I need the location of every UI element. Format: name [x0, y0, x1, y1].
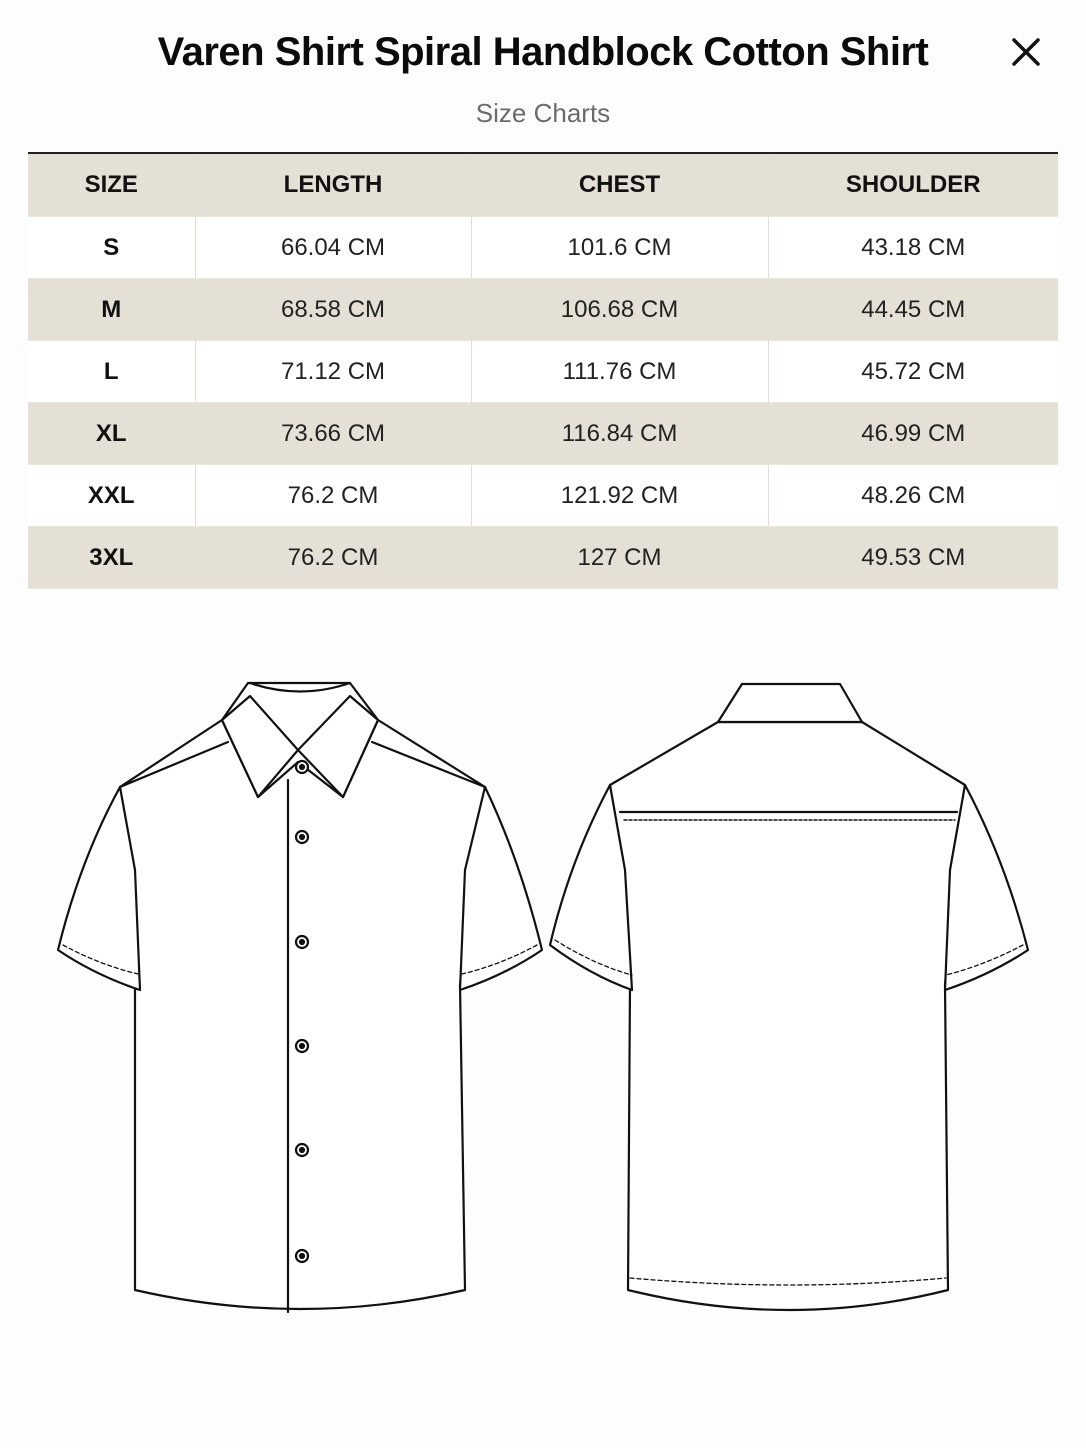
size-cell: S: [28, 217, 195, 279]
table-header-row: [28, 153, 1058, 217]
chest-cell: 121.92 CM: [471, 465, 768, 527]
length-cell: 76.2 CM: [195, 527, 471, 589]
shoulder-cell: 46.99 CM: [768, 403, 1058, 465]
chest-cell: 116.84 CM: [471, 403, 768, 465]
page-title: Varen Shirt Spiral Handblock Cotton Shirt: [157, 30, 929, 74]
size-cell: 3XL: [28, 527, 195, 589]
shoulder-cell: 48.26 CM: [768, 465, 1058, 527]
column-header-chest: CHEST: [471, 153, 768, 217]
close-icon: [1006, 32, 1046, 72]
shirt-diagram: [0, 640, 1086, 1360]
length-cell: 73.66 CM: [195, 403, 471, 465]
table-row: [28, 341, 1058, 403]
table-row: [28, 217, 1058, 279]
chest-cell: 127 CM: [471, 527, 768, 589]
length-cell: 66.04 CM: [195, 217, 471, 279]
table-row: [28, 403, 1058, 465]
shirt-back-icon: [550, 684, 1028, 1310]
shoulder-cell: 49.53 CM: [768, 527, 1058, 589]
size-chart-table: [28, 152, 1058, 589]
length-cell: 71.12 CM: [195, 341, 471, 403]
table-row: [28, 527, 1058, 589]
column-header-length: LENGTH: [195, 153, 471, 217]
chest-cell: 101.6 CM: [471, 217, 768, 279]
shoulder-cell: 45.72 CM: [768, 341, 1058, 403]
size-cell: M: [28, 279, 195, 341]
size-cell: XL: [28, 403, 195, 465]
length-cell: 76.2 CM: [195, 465, 471, 527]
shirt-illustration: [0, 640, 1086, 1360]
size-cell: XXL: [28, 465, 195, 527]
page-subtitle: Size Charts: [475, 98, 611, 128]
table-row: [28, 279, 1058, 341]
shoulder-cell: 44.45 CM: [768, 279, 1058, 341]
table-row: [28, 465, 1058, 527]
chest-cell: 106.68 CM: [471, 279, 768, 341]
size-cell: L: [28, 341, 195, 403]
close-button[interactable]: [1006, 32, 1046, 72]
length-cell: 68.58 CM: [195, 279, 471, 341]
shoulder-cell: 43.18 CM: [768, 217, 1058, 279]
column-header-size: SIZE: [28, 153, 195, 217]
shirt-front-icon: [58, 683, 542, 1312]
chest-cell: 111.76 CM: [471, 341, 768, 403]
column-header-shoulder: SHOULDER: [768, 153, 1058, 217]
